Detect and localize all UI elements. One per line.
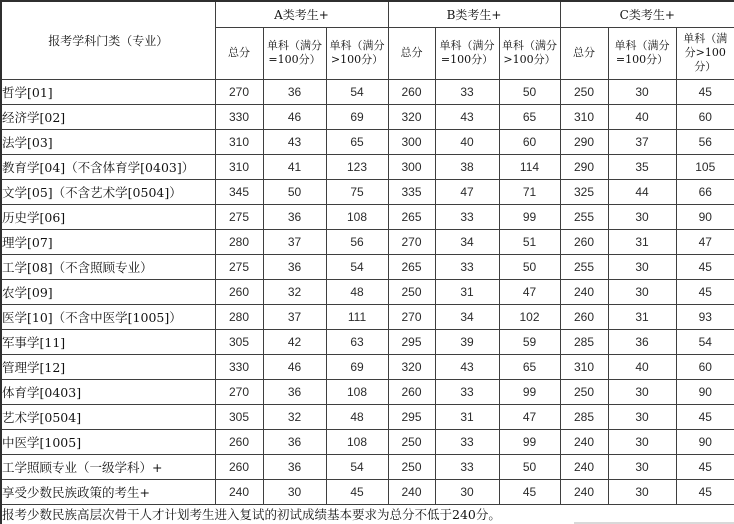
- score-cell-a-single100: 46: [263, 354, 326, 379]
- score-cell-b-single100: 40: [435, 129, 499, 154]
- subject-cell: 哲学[01]: [1, 79, 215, 104]
- score-cell-b-total: 250: [388, 279, 435, 304]
- score-cell-c-single100: 36: [608, 329, 676, 354]
- score-cell-c-singleGt100: 90: [676, 429, 734, 454]
- score-cell-b-total: 300: [388, 154, 435, 179]
- col-header-total-b: 总分: [388, 27, 435, 79]
- table-row: [1, 254, 734, 279]
- score-cell-b-single100: 47: [435, 179, 499, 204]
- score-cell-b-single100: 33: [435, 454, 499, 479]
- score-cell-b-singleGt100: 50: [499, 79, 560, 104]
- score-cell-a-total: 240: [215, 479, 263, 504]
- score-cell-a-single100: 41: [263, 154, 326, 179]
- table-row: [1, 129, 734, 154]
- score-cell-c-singleGt100: 93: [676, 304, 734, 329]
- score-cell-c-single100: 40: [608, 104, 676, 129]
- score-cell-b-singleGt100: 59: [499, 329, 560, 354]
- score-cell-a-total: 280: [215, 304, 263, 329]
- score-cell-c-single100: 44: [608, 179, 676, 204]
- score-cell-c-total: 240: [560, 479, 608, 504]
- table-row: [1, 179, 734, 204]
- col-header-single100-c: 单科（满分=100分）: [608, 27, 676, 79]
- score-cell-a-singleGt100: 111: [326, 304, 388, 329]
- score-cell-a-singleGt100: 54: [326, 79, 388, 104]
- score-cell-a-total: 345: [215, 179, 263, 204]
- subject-cell: 农学[09]: [1, 279, 215, 304]
- score-cell-a-total: 275: [215, 204, 263, 229]
- table-row: [1, 404, 734, 429]
- subject-cell: 法学[03]: [1, 129, 215, 154]
- score-cell-a-singleGt100: 56: [326, 229, 388, 254]
- score-cell-b-total: 295: [388, 404, 435, 429]
- score-cell-c-single100: 30: [608, 429, 676, 454]
- score-cell-b-total: 240: [388, 479, 435, 504]
- subject-cell: 工学照顾专业（一级学科）+: [1, 454, 215, 479]
- score-cell-a-total: 305: [215, 329, 263, 354]
- score-cell-c-total: 290: [560, 154, 608, 179]
- score-cell-b-single100: 33: [435, 254, 499, 279]
- score-cell-b-single100: 39: [435, 329, 499, 354]
- score-cell-a-singleGt100: 69: [326, 354, 388, 379]
- score-cell-a-single100: 30: [263, 479, 326, 504]
- score-cell-c-single100: 35: [608, 154, 676, 179]
- header-category-row: [1, 1, 734, 27]
- col-header-total-c: 总分: [560, 27, 608, 79]
- score-cell-c-singleGt100: 56: [676, 129, 734, 154]
- score-cell-b-single100: 33: [435, 79, 499, 104]
- score-cell-a-single100: 42: [263, 329, 326, 354]
- table-body: [1, 79, 734, 504]
- score-cell-b-single100: 33: [435, 429, 499, 454]
- score-cell-a-single100: 43: [263, 129, 326, 154]
- score-cell-c-total: 255: [560, 204, 608, 229]
- score-cell-c-single100: 30: [608, 379, 676, 404]
- score-cell-c-singleGt100: 66: [676, 179, 734, 204]
- score-cell-b-total: 295: [388, 329, 435, 354]
- score-cell-a-single100: 36: [263, 429, 326, 454]
- score-cell-c-singleGt100: 90: [676, 204, 734, 229]
- score-cell-a-single100: 36: [263, 204, 326, 229]
- score-cell-a-single100: 46: [263, 104, 326, 129]
- table-row: [1, 154, 734, 179]
- subject-cell: 工学[08]（不含照顾专业）: [1, 254, 215, 279]
- score-cell-b-total: 265: [388, 204, 435, 229]
- score-cell-a-singleGt100: 63: [326, 329, 388, 354]
- score-cell-a-singleGt100: 45: [326, 479, 388, 504]
- score-cell-c-singleGt100: 45: [676, 404, 734, 429]
- score-cell-c-total: 260: [560, 229, 608, 254]
- score-cell-b-total: 270: [388, 229, 435, 254]
- score-cell-c-total: 255: [560, 254, 608, 279]
- col-header-single100-a: 单科（满分=100分）: [263, 27, 326, 79]
- table-row: [1, 204, 734, 229]
- score-cell-c-singleGt100: 54: [676, 329, 734, 354]
- score-cell-b-singleGt100: 99: [499, 429, 560, 454]
- score-cell-b-single100: 30: [435, 479, 499, 504]
- table-row: [1, 229, 734, 254]
- score-cell-b-single100: 31: [435, 404, 499, 429]
- score-cell-b-singleGt100: 65: [499, 104, 560, 129]
- score-cell-c-total: 310: [560, 354, 608, 379]
- score-cell-c-total: 325: [560, 179, 608, 204]
- score-cell-a-single100: 36: [263, 454, 326, 479]
- score-cell-a-total: 275: [215, 254, 263, 279]
- score-cell-b-single100: 43: [435, 104, 499, 129]
- score-cell-b-singleGt100: 51: [499, 229, 560, 254]
- score-cell-a-single100: 32: [263, 404, 326, 429]
- score-cell-b-single100: 31: [435, 279, 499, 304]
- score-cell-b-total: 335: [388, 179, 435, 204]
- score-cell-b-single100: 33: [435, 379, 499, 404]
- score-cell-c-total: 290: [560, 129, 608, 154]
- subject-cell: 享受少数民族政策的考生+: [1, 479, 215, 504]
- score-cell-b-singleGt100: 60: [499, 129, 560, 154]
- score-cell-c-singleGt100: 47: [676, 229, 734, 254]
- score-cell-c-singleGt100: 45: [676, 279, 734, 304]
- score-cell-b-total: 250: [388, 454, 435, 479]
- score-cell-a-total: 330: [215, 354, 263, 379]
- subject-cell: 历史学[06]: [1, 204, 215, 229]
- score-cell-b-singleGt100: 47: [499, 404, 560, 429]
- score-cell-a-single100: 36: [263, 379, 326, 404]
- score-cell-a-single100: 37: [263, 304, 326, 329]
- score-cell-a-singleGt100: 108: [326, 429, 388, 454]
- col-header-single100-b: 单科（满分=100分）: [435, 27, 499, 79]
- score-cell-a-singleGt100: 108: [326, 204, 388, 229]
- score-cell-c-single100: 37: [608, 129, 676, 154]
- score-cell-b-total: 265: [388, 254, 435, 279]
- col-header-singleGt-c: 单科（满分>100分）: [676, 27, 734, 79]
- score-cell-b-total: 260: [388, 79, 435, 104]
- score-cell-c-single100: 30: [608, 454, 676, 479]
- score-cell-a-singleGt100: 75: [326, 179, 388, 204]
- score-cell-b-total: 320: [388, 104, 435, 129]
- score-cell-b-total: 250: [388, 429, 435, 454]
- score-cell-a-single100: 37: [263, 229, 326, 254]
- table-row: [1, 429, 734, 454]
- subject-cell: 文学[05]（不含艺术学[0504]）: [1, 179, 215, 204]
- score-cell-b-singleGt100: 50: [499, 454, 560, 479]
- score-cell-a-singleGt100: 108: [326, 379, 388, 404]
- footnote-text: 报考少数民族高层次骨干人才计划考生进入复试的初试成绩基本要求为总分不低于240分。: [1, 504, 734, 524]
- score-cell-b-singleGt100: 102: [499, 304, 560, 329]
- score-cell-a-singleGt100: 48: [326, 404, 388, 429]
- table-row: [1, 379, 734, 404]
- score-cell-a-total: 310: [215, 154, 263, 179]
- score-cell-b-total: 270: [388, 304, 435, 329]
- score-cell-c-total: 240: [560, 454, 608, 479]
- subject-cell: 教育学[04]（不含体育学[0403]）: [1, 154, 215, 179]
- score-cell-a-singleGt100: 48: [326, 279, 388, 304]
- table-row: [1, 304, 734, 329]
- table-row: [1, 479, 734, 504]
- subject-cell: 经济学[02]: [1, 104, 215, 129]
- score-cell-b-singleGt100: 99: [499, 379, 560, 404]
- col-header-singleGt-b: 单科（满分>100分）: [499, 27, 560, 79]
- score-cell-a-singleGt100: 123: [326, 154, 388, 179]
- score-cell-a-singleGt100: 54: [326, 254, 388, 279]
- table-row: [1, 279, 734, 304]
- score-cell-c-single100: 31: [608, 304, 676, 329]
- group-header-c: C类考生+: [560, 1, 734, 27]
- score-cell-c-single100: 31: [608, 229, 676, 254]
- score-cell-a-total: 310: [215, 129, 263, 154]
- score-cell-c-single100: 30: [608, 404, 676, 429]
- score-cell-a-single100: 50: [263, 179, 326, 204]
- score-cell-c-total: 285: [560, 404, 608, 429]
- score-cell-c-total: 285: [560, 329, 608, 354]
- table-row: [1, 329, 734, 354]
- score-cell-a-singleGt100: 65: [326, 129, 388, 154]
- table-row: [1, 79, 734, 104]
- group-header-a: A类考生+: [215, 1, 388, 27]
- score-cell-c-total: 260: [560, 304, 608, 329]
- subject-column-header: 报考学科门类（专业）: [1, 1, 215, 79]
- footnote-row: [1, 504, 734, 524]
- score-cell-c-singleGt100: 60: [676, 104, 734, 129]
- subject-cell: 体育学[0403]: [1, 379, 215, 404]
- score-cell-b-singleGt100: 99: [499, 204, 560, 229]
- subject-cell: 医学[10]（不含中医学[1005]）: [1, 304, 215, 329]
- score-cell-b-single100: 34: [435, 229, 499, 254]
- score-cell-a-singleGt100: 69: [326, 104, 388, 129]
- subject-cell: 理学[07]: [1, 229, 215, 254]
- score-cell-b-singleGt100: 50: [499, 254, 560, 279]
- col-header-total-a: 总分: [215, 27, 263, 79]
- score-cell-c-singleGt100: 90: [676, 379, 734, 404]
- score-cell-c-total: 250: [560, 379, 608, 404]
- score-cell-c-singleGt100: 105: [676, 154, 734, 179]
- table-row: [1, 104, 734, 129]
- score-cell-c-single100: 30: [608, 79, 676, 104]
- score-cell-a-total: 330: [215, 104, 263, 129]
- score-cell-b-singleGt100: 71: [499, 179, 560, 204]
- score-cell-c-single100: 30: [608, 254, 676, 279]
- score-cell-b-singleGt100: 45: [499, 479, 560, 504]
- score-cell-b-total: 320: [388, 354, 435, 379]
- score-cell-c-single100: 30: [608, 479, 676, 504]
- score-cell-b-total: 300: [388, 129, 435, 154]
- score-cell-a-total: 260: [215, 429, 263, 454]
- subject-cell: 中医学[1005]: [1, 429, 215, 454]
- score-cell-c-singleGt100: 45: [676, 479, 734, 504]
- score-cell-a-singleGt100: 54: [326, 454, 388, 479]
- score-cell-c-total: 240: [560, 279, 608, 304]
- score-cell-c-singleGt100: 45: [676, 79, 734, 104]
- score-cell-c-single100: 30: [608, 204, 676, 229]
- score-cell-c-total: 250: [560, 79, 608, 104]
- score-cell-c-singleGt100: 45: [676, 454, 734, 479]
- score-cell-b-singleGt100: 114: [499, 154, 560, 179]
- score-cell-a-single100: 32: [263, 279, 326, 304]
- score-cell-c-total: 240: [560, 429, 608, 454]
- score-cell-b-singleGt100: 47: [499, 279, 560, 304]
- score-cell-c-total: 310: [560, 104, 608, 129]
- table-row: [1, 354, 734, 379]
- col-header-singleGt-a: 单科（满分>100分）: [326, 27, 388, 79]
- table-row: [1, 454, 734, 479]
- subject-cell: 军事学[11]: [1, 329, 215, 354]
- score-cell-a-single100: 36: [263, 79, 326, 104]
- score-cell-b-total: 260: [388, 379, 435, 404]
- score-cell-a-total: 280: [215, 229, 263, 254]
- score-cell-a-total: 260: [215, 454, 263, 479]
- score-cell-b-single100: 43: [435, 354, 499, 379]
- score-cell-a-single100: 36: [263, 254, 326, 279]
- subject-cell: 艺术学[0504]: [1, 404, 215, 429]
- score-cell-a-total: 270: [215, 379, 263, 404]
- score-cell-b-single100: 33: [435, 204, 499, 229]
- score-cell-a-total: 305: [215, 404, 263, 429]
- subject-cell: 管理学[12]: [1, 354, 215, 379]
- score-cell-c-single100: 40: [608, 354, 676, 379]
- score-cell-c-single100: 30: [608, 279, 676, 304]
- group-header-b: B类考生+: [388, 1, 560, 27]
- score-cell-c-singleGt100: 60: [676, 354, 734, 379]
- score-cell-a-total: 260: [215, 279, 263, 304]
- score-cell-b-single100: 34: [435, 304, 499, 329]
- score-cell-a-total: 270: [215, 79, 263, 104]
- score-cell-b-singleGt100: 65: [499, 354, 560, 379]
- score-cell-b-single100: 38: [435, 154, 499, 179]
- score-cell-c-singleGt100: 45: [676, 254, 734, 279]
